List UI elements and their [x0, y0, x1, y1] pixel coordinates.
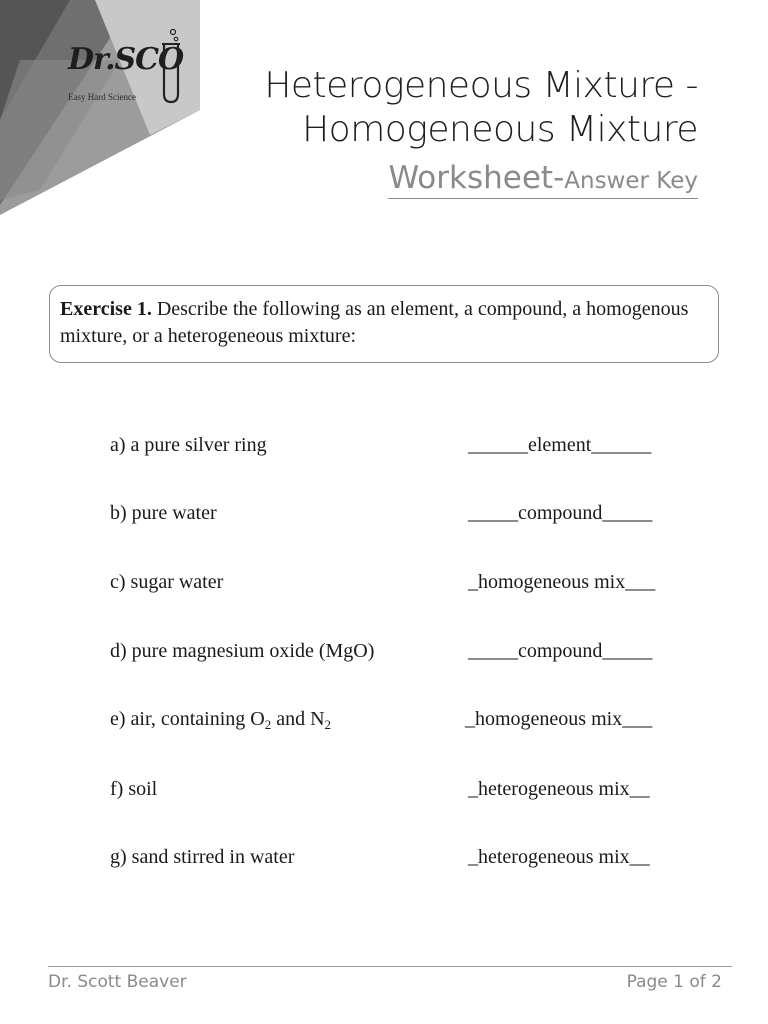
question-f-label: f) soil: [110, 778, 158, 800]
question-e-label-mid: and N: [271, 708, 325, 730]
brand-logo: [62, 28, 182, 108]
footer-page-number: Page 1 of 2: [626, 972, 722, 992]
footer-divider: [48, 966, 732, 967]
title-line-1: Heterogeneous Mixture -: [264, 65, 698, 106]
question-f-answer: _heterogeneous mix__: [468, 778, 650, 800]
logo-wordmark: Dr.SCO: [68, 42, 184, 77]
question-d-answer: _____compound_____: [468, 640, 653, 662]
logo-tagline: Easy Hard Science: [68, 92, 136, 102]
question-a-label: a) a pure silver ring: [110, 434, 267, 456]
question-g-label: g) sand stirred in water: [110, 846, 295, 868]
subtitle-worksheet: Worksheet-: [388, 160, 565, 196]
question-c-answer: _homogeneous mix___: [468, 571, 656, 593]
test-tube-icon: [160, 28, 182, 106]
question-g-answer: _heterogeneous mix__: [468, 846, 650, 868]
subtitle-answer-key: Answer Key: [564, 168, 698, 194]
question-e-answer: _homogeneous mix___: [465, 708, 653, 730]
footer-author: Dr. Scott Beaver: [48, 972, 187, 992]
question-e-label: [110, 708, 331, 731]
question-e-sub-1: 2: [264, 717, 272, 732]
question-d-label: d) pure magnesium oxide (MgO): [110, 640, 375, 662]
question-a-answer: ______element______: [468, 434, 652, 456]
title-line-2: Homogeneous Mixture: [302, 109, 698, 150]
page-subtitle: [388, 160, 698, 199]
exercise-label: Exercise 1.: [60, 298, 152, 320]
exercise-prompt: Describe the following as an element, a compound, a homogenous mixture, or a heterogeneous mixture:: [60, 298, 689, 347]
exercise-instructions: [49, 285, 719, 363]
page-title: [264, 64, 698, 152]
question-c-label: c) sugar water: [110, 571, 224, 593]
question-e-sub-2: 2: [324, 717, 332, 732]
question-b-label: b) pure water: [110, 502, 217, 524]
question-e-label-pre: e) air, containing O: [110, 708, 265, 730]
question-b-answer: _____compound_____: [468, 502, 653, 524]
